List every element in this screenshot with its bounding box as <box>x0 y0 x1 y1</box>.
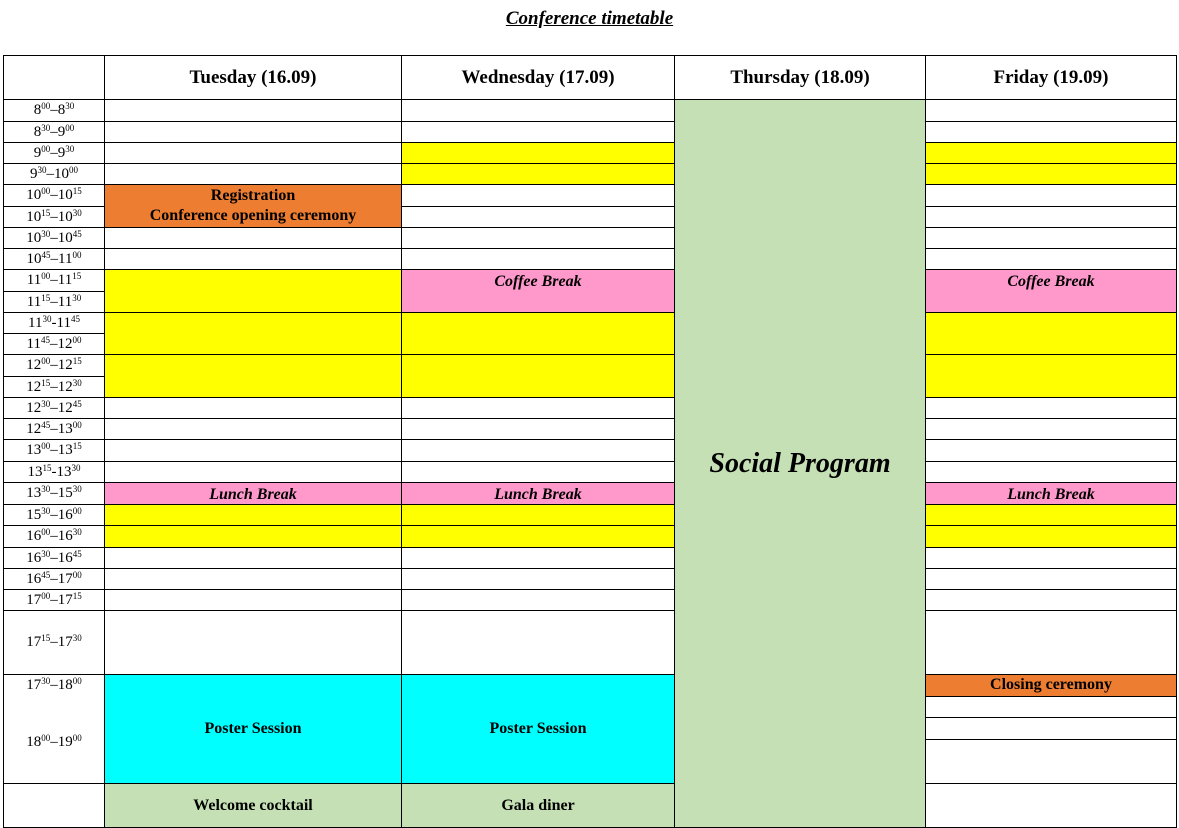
time-slot-label <box>4 675 105 784</box>
start-minute: 00 <box>41 101 51 111</box>
time-row <box>4 611 1177 675</box>
time-slot-label <box>4 249 105 270</box>
wednesday-session <box>402 505 675 526</box>
time-slot-label <box>4 100 105 122</box>
time-row <box>4 419 1177 440</box>
wednesday-slot <box>402 590 675 611</box>
tuesday-slot <box>105 569 402 590</box>
end-minute: 00 <box>72 676 82 686</box>
time-row <box>4 526 1177 548</box>
end-minute: 30 <box>72 527 82 537</box>
opening-ceremony-label: Conference opening ceremony <box>149 207 357 224</box>
end-minute: 45 <box>72 548 82 559</box>
start-hour: 10 <box>26 208 42 225</box>
tuesday-slot <box>105 419 402 440</box>
end-hour: 16 <box>57 506 73 523</box>
time-slot-label <box>4 122 105 143</box>
end-minute: 00 <box>72 733 82 743</box>
time-separator: - <box>51 314 57 331</box>
time-separator: – <box>50 208 58 225</box>
time-slot-label <box>4 462 105 483</box>
time-row <box>4 164 1177 185</box>
time-separator: – <box>50 144 58 161</box>
day-header-friday: Friday (19.09) <box>926 56 1177 100</box>
start-minute: 15 <box>41 633 51 643</box>
friday-slot <box>926 696 1176 717</box>
start-hour: 16 <box>26 570 42 587</box>
end-hour: 12 <box>57 399 73 416</box>
friday-session <box>926 505 1177 526</box>
friday-slot <box>926 462 1177 483</box>
registration-label: Registration <box>210 187 296 204</box>
tuesday-session <box>105 505 402 526</box>
time-row <box>4 398 1177 419</box>
start-minute: 30 <box>41 398 51 409</box>
end-minute: 15 <box>72 441 82 451</box>
start-minute: 30 <box>41 228 51 239</box>
friday-slot <box>926 398 1177 419</box>
start-hour: 17 <box>26 677 42 693</box>
friday-slot <box>926 419 1177 440</box>
time-separator: – <box>50 591 58 608</box>
start-minute: 45 <box>41 419 51 430</box>
time-separator: – <box>50 549 58 566</box>
timetable-body <box>4 56 1177 828</box>
day-header-wednesday: Wednesday (17.09) <box>402 56 675 100</box>
friday-session <box>926 143 1177 164</box>
tuesday-slot <box>105 100 402 122</box>
time-separator: – <box>50 293 58 310</box>
time-separator: – <box>50 187 58 203</box>
end-minute: 15 <box>72 271 82 281</box>
friday-slot <box>926 228 1177 249</box>
time-row <box>4 784 1177 828</box>
end-minute: 30 <box>72 377 82 388</box>
friday-slot <box>926 611 1177 675</box>
friday-slot <box>926 440 1177 462</box>
wednesday-slot <box>402 398 675 419</box>
start-minute: 15 <box>41 377 51 388</box>
tuesday-slot <box>105 462 402 483</box>
time-row <box>4 548 1177 569</box>
friday-slot <box>926 548 1177 569</box>
end-hour: 8 <box>57 102 66 118</box>
friday-slot <box>926 100 1177 122</box>
start-minute: 00 <box>41 441 51 451</box>
wednesday-session <box>402 143 675 164</box>
end-minute: 00 <box>72 334 82 345</box>
time-slot-label <box>4 270 105 292</box>
end-minute: 30 <box>72 484 82 494</box>
time-row <box>4 355 1177 377</box>
time-separator: – <box>50 734 58 750</box>
friday-lunch-break: Lunch Break <box>926 483 1177 505</box>
tuesday-opening-block <box>105 185 402 228</box>
start-hour: 17 <box>26 591 42 608</box>
end-minute: 00 <box>65 122 75 133</box>
start-hour: 12 <box>26 399 42 416</box>
wednesday-gala-diner: Gala diner <box>402 784 675 828</box>
time-separator: – <box>50 272 58 288</box>
tuesday-slot <box>105 228 402 249</box>
wednesday-coffee-break: Coffee Break <box>402 270 675 313</box>
page-title: Conference timetable <box>505 8 674 29</box>
time-separator: – <box>50 229 58 246</box>
start-hour: 11 <box>26 272 42 288</box>
end-hour: 16 <box>57 528 73 544</box>
start-hour: 8 <box>33 123 42 140</box>
end-minute: 30 <box>65 101 75 111</box>
start-hour: 16 <box>26 549 42 566</box>
friday-session <box>926 526 1177 548</box>
tuesday-slot <box>105 249 402 270</box>
time-slot-label <box>4 207 105 228</box>
tuesday-session <box>105 270 402 313</box>
end-minute: 45 <box>72 398 82 409</box>
end-minute: 30 <box>65 143 75 154</box>
time-separator: – <box>50 442 58 458</box>
tuesday-lunch-break: Lunch Break <box>105 483 402 505</box>
corner-cell <box>4 56 105 100</box>
friday-slot <box>926 185 1177 207</box>
time-separator: – <box>50 102 58 118</box>
start-hour: 17 <box>26 634 42 650</box>
time-separator: – <box>50 485 58 501</box>
end-hour: 11 <box>57 272 73 288</box>
tuesday-session <box>105 526 402 548</box>
time-row <box>4 270 1177 292</box>
start-minute: 15 <box>41 207 51 218</box>
friday-slot <box>926 717 1176 739</box>
start-minute: 00 <box>41 590 51 601</box>
wednesday-slot <box>402 462 675 483</box>
start-minute: 30 <box>41 484 51 494</box>
end-hour: 10 <box>57 229 73 246</box>
end-minute: 30 <box>72 292 82 303</box>
friday-session <box>926 164 1177 185</box>
time-row <box>4 122 1177 143</box>
start-minute: 30 <box>41 548 51 559</box>
time-slot-label <box>4 292 105 313</box>
time-separator: – <box>50 506 58 523</box>
start-hour: 10 <box>26 229 42 246</box>
time-separator: – <box>50 250 59 267</box>
time-separator: – <box>46 165 54 182</box>
day-header-tuesday: Tuesday (16.09) <box>105 56 402 100</box>
tuesday-poster-session: Poster Session <box>105 675 402 784</box>
wednesday-session <box>402 526 675 548</box>
tuesday-slot <box>105 611 402 675</box>
time-slot-label <box>4 398 105 419</box>
timetable <box>3 55 1177 828</box>
time-separator: – <box>50 357 58 373</box>
end-hour: 12 <box>57 335 73 352</box>
friday-slot <box>926 207 1177 228</box>
start-hour: 9 <box>33 144 42 161</box>
start-minute: 30 <box>42 313 52 324</box>
time-slot-label <box>4 334 105 355</box>
friday-late-block <box>926 675 1177 740</box>
start-hour: 8 <box>33 102 42 118</box>
end-hour: 17 <box>57 570 73 587</box>
wednesday-session <box>402 313 675 355</box>
time-slot-label <box>4 228 105 249</box>
wednesday-slot <box>402 569 675 590</box>
end-hour: 11 <box>58 250 73 267</box>
time-slot-label <box>4 440 105 462</box>
wednesday-slot <box>402 122 675 143</box>
wednesday-session <box>402 355 675 398</box>
start-hour: 10 <box>26 187 42 203</box>
end-minute: 00 <box>72 249 82 260</box>
end-hour: 13 <box>57 420 73 437</box>
time-separator: – <box>50 570 58 587</box>
end-hour: 10 <box>57 208 73 225</box>
tuesday-slot <box>105 548 402 569</box>
time-separator: – <box>50 399 58 416</box>
start-hour: 9 <box>30 165 38 182</box>
end-hour: 15 <box>57 485 73 501</box>
time-slot-label <box>4 611 105 675</box>
friday-evening-slot <box>926 784 1177 828</box>
time-row <box>4 249 1177 270</box>
start-minute: 45 <box>41 249 51 260</box>
time-separator: – <box>50 378 58 395</box>
time-row <box>4 462 1177 483</box>
end-hour: 12 <box>57 378 73 395</box>
day-header-thursday: Thursday (18.09) <box>675 56 926 100</box>
end-hour: 10 <box>57 187 73 203</box>
time-row <box>4 505 1177 526</box>
time-separator: – <box>50 528 58 544</box>
friday-slot <box>926 122 1177 143</box>
time-separator: – <box>50 677 58 693</box>
time-slot-label <box>4 590 105 611</box>
tuesday-slot <box>105 164 402 185</box>
friday-closing-ceremony: Closing ceremony <box>926 675 1176 696</box>
wednesday-slot <box>402 419 675 440</box>
friday-slot <box>926 590 1177 611</box>
start-minute: 15 <box>41 292 51 303</box>
wednesday-slot <box>402 100 675 122</box>
end-minute: 00 <box>72 569 82 580</box>
time-row <box>4 100 1177 122</box>
friday-evening-slot <box>926 740 1177 784</box>
end-hour: 11 <box>56 314 71 331</box>
time-slot-label <box>4 355 105 377</box>
start-hour: 18 <box>26 734 42 750</box>
friday-slot <box>926 249 1177 270</box>
time-row <box>4 228 1177 249</box>
wednesday-slot <box>402 185 675 207</box>
tuesday-slot <box>105 398 402 419</box>
end-hour: 9 <box>57 144 66 161</box>
wednesday-slot <box>402 249 675 270</box>
end-hour: 12 <box>57 357 73 373</box>
time-row <box>4 569 1177 590</box>
start-minute: 00 <box>41 527 51 537</box>
time-slot-label-upper <box>4 678 104 693</box>
end-minute: 30 <box>72 633 82 643</box>
end-minute: 45 <box>70 313 80 324</box>
start-minute: 30 <box>41 676 51 686</box>
start-hour: 11 <box>26 293 42 310</box>
start-minute: 00 <box>41 356 51 366</box>
end-minute: 15 <box>72 186 82 196</box>
time-slot-label <box>4 143 105 164</box>
end-minute: 00 <box>69 164 78 175</box>
tuesday-slot <box>105 440 402 462</box>
start-minute: 15 <box>42 462 52 473</box>
friday-session <box>926 355 1177 398</box>
end-minute: 30 <box>71 462 81 473</box>
start-minute: 30 <box>41 505 51 516</box>
tuesday-session <box>105 313 402 355</box>
wednesday-slot <box>402 228 675 249</box>
time-row <box>4 313 1177 334</box>
tuesday-welcome-cocktail: Welcome cocktail <box>105 784 402 828</box>
start-hour: 13 <box>26 485 42 501</box>
start-minute: 00 <box>41 271 51 281</box>
time-slot-label <box>4 419 105 440</box>
end-minute: 30 <box>72 207 82 218</box>
time-slot-label-empty <box>4 784 105 828</box>
time-slot-label <box>4 377 105 398</box>
wednesday-session <box>402 164 675 185</box>
end-hour: 17 <box>57 591 73 608</box>
friday-coffee-break: Coffee Break <box>926 270 1177 313</box>
friday-slot <box>926 569 1177 590</box>
time-row <box>4 440 1177 462</box>
wednesday-slot <box>402 611 675 675</box>
time-separator: – <box>49 335 58 352</box>
time-slot-label-lower <box>4 735 104 750</box>
start-hour: 12 <box>26 420 42 437</box>
header-row <box>4 56 1177 100</box>
time-slot-label <box>4 483 105 505</box>
end-hour: 13 <box>57 442 73 458</box>
start-hour: 12 <box>26 357 42 373</box>
end-hour: 16 <box>57 549 73 566</box>
friday-session <box>926 313 1177 355</box>
start-minute: 45 <box>40 334 50 345</box>
time-slot-label <box>4 313 105 334</box>
time-slot-label <box>4 569 105 590</box>
end-minute: 45 <box>72 228 82 239</box>
wednesday-slot <box>402 440 675 462</box>
tuesday-slot <box>105 122 402 143</box>
start-hour: 10 <box>26 250 42 267</box>
tuesday-session <box>105 355 402 398</box>
start-hour: 16 <box>26 528 42 544</box>
time-separator: – <box>50 123 58 140</box>
end-minute: 00 <box>72 505 82 516</box>
start-minute: 45 <box>41 569 51 580</box>
tuesday-slot <box>105 143 402 164</box>
start-hour: 11 <box>26 335 41 352</box>
start-minute: 00 <box>41 733 51 743</box>
start-minute: 30 <box>41 122 51 133</box>
thursday-social-program: Social Program <box>675 100 926 828</box>
start-hour: 13 <box>27 463 43 480</box>
time-row <box>4 590 1177 611</box>
end-hour: 9 <box>57 123 66 140</box>
time-row <box>4 143 1177 164</box>
start-hour: 15 <box>26 506 42 523</box>
friday-late-subtable <box>926 675 1176 739</box>
end-minute: 00 <box>72 419 82 430</box>
time-separator: - <box>51 463 57 480</box>
end-hour: 11 <box>57 293 73 310</box>
start-minute: 00 <box>41 186 51 196</box>
time-slot-label <box>4 164 105 185</box>
time-row <box>4 675 1177 740</box>
time-slot-label <box>4 548 105 569</box>
time-slot-label <box>4 185 105 207</box>
wednesday-poster-session: Poster Session <box>402 675 675 784</box>
wednesday-lunch-break: Lunch Break <box>402 483 675 505</box>
start-minute: 00 <box>41 143 51 154</box>
time-separator: – <box>50 634 58 650</box>
wednesday-slot <box>402 207 675 228</box>
time-slot-label <box>4 526 105 548</box>
start-hour: 13 <box>26 442 42 458</box>
start-hour: 12 <box>26 378 42 395</box>
end-hour: 10 <box>54 165 69 182</box>
wednesday-slot <box>402 548 675 569</box>
start-minute: 30 <box>37 164 47 175</box>
end-minute: 15 <box>72 356 82 366</box>
end-hour: 19 <box>57 734 73 750</box>
end-hour: 17 <box>57 634 73 650</box>
time-row <box>4 483 1177 505</box>
tuesday-slot <box>105 590 402 611</box>
time-row <box>4 185 1177 207</box>
end-minute: 15 <box>72 590 82 601</box>
start-hour: 11 <box>28 314 43 331</box>
time-separator: – <box>50 420 58 437</box>
end-hour: 13 <box>56 463 72 480</box>
end-hour: 18 <box>57 677 73 693</box>
time-slot-label <box>4 505 105 526</box>
